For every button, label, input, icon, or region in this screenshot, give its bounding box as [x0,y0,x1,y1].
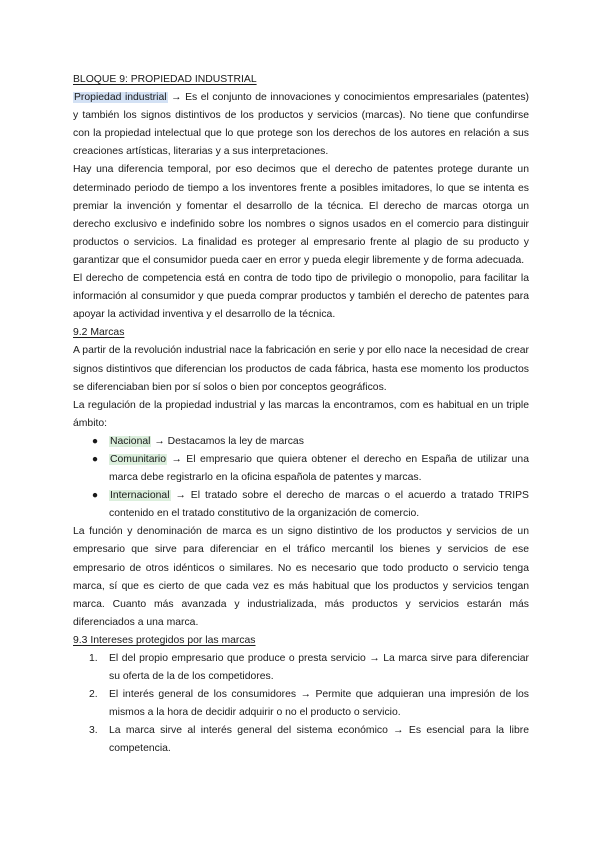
intereses-list [73,650,529,759]
section-heading-intereses: 9.3 Intereses protegidos por las marcas [73,634,256,646]
section-heading-marcas: 9.2 Marcas [73,327,125,339]
list-item [89,722,529,758]
list-item-text: → Destacamos la ley de marcas [151,435,304,447]
marcas-paragraph-1: A partir de la revolución industrial nace la fabricación en serie y por ello nace la necesidad de crear signos distintivos que diferencian los productos de cada fábrica, hasta ese momento los productos se diferenciaban bien por sí solos o bien por conceptos geográficos. [73,345,529,393]
list-number: 2. [89,689,98,701]
marcas-paragraph-2: La regulación de la propiedad industrial y las marcas la encontramos, com es habitual en un triple ámbito: [73,399,529,429]
ambitos-list [73,433,529,523]
marcas-paragraph-3: La función y denominación de marca es un signo distintivo de los productos y servicios de un empresario que sirve para diferenciar en el tráfico mercantil los bienes y servicios de ese empresario de otros idénticos o similares. No es necesario que todo producto o servicio tenga marca, sí que es cierto de que cada vez es más habitual que los productos y servicios tengan marca. Cuanto más avanzada y industrializada, más productos y servicios estarán más diferenciados a una marca. [73,526,529,628]
intro-definition: → Es el conjunto de innovaciones y conocimientos empresariales (patentes) y también los signos distintivos de los productos y servicios (marcas). No tiene que confundirse con la propiedad intelectual que lo que protege son los derechos de los autores en relación a sus creaciones artísticas, literarias y a sus interpretaciones. [73,92,529,158]
term-propiedad-industrial: Propiedad industrial [74,92,167,104]
intro-paragraph [73,89,529,161]
patentes-paragraph: Hay una diferencia temporal, por eso decimos que el derecho de patentes protege durante un determinado periodo de tiempo a los inventores frente a posibles imitadores, lo que se intenta es premiar la invención y fomentar el desarrollo de la técnica. El derecho de marcas otorga un derecho exclusivo e indefinido sobre los nombres o signos usados en el comercio para distinguir productos o servicios. La finalidad es proteger al empresario frente al plagio de su producto y garantizar que el consumidor pueda caer en error y pueda elegir libremente y de forma adecuada. [73,164,529,266]
list-item-text: El interés general de los consumidores → Permite que adquieran una impresión de los mismos a la hora de decidir adquirir o no el producto o servicio. [109,689,529,719]
list-item [89,686,529,722]
list-item-text: La marca sirve al interés general del sistema económico → Es esencial para la libre competencia. [109,725,529,755]
bullet-icon: ● [91,490,99,502]
list-item-comunitario [89,451,529,487]
list-item-text: El del propio empresario que produce o presta servicio → La marca sirve para diferenciar su oferta de la de los competidores. [109,653,529,683]
bullet-icon: ● [91,435,99,447]
list-number: 3. [89,725,98,737]
bullet-icon: ● [91,453,99,465]
term-nacional: Nacional [110,435,151,447]
list-item-text: → El tratado sobre el derecho de marcas o el acuerdo a tratado TRIPS contenido en el tratado constitutivo de la organización de comercio. [109,490,529,520]
list-item [89,650,529,686]
term-comunitario: Comunitario [110,453,167,465]
list-item-internacional [89,487,529,523]
list-item-text: → El empresario que quiera obtener el derecho en España de utilizar una marca debe registrarlo en la oficina española de patentes y marcas. [109,453,529,484]
list-number: 1. [89,653,98,664]
competencia-paragraph: El derecho de competencia está en contra de todo tipo de privilegio o monopolio, para facilitar la información al consumidor y que pueda comprar productos y también el derecho de patentes para apoyar la actividad inventiva y el desarrollo de la técnica. [73,273,529,321]
term-internacional: Internacional [110,490,170,502]
list-item-nacional [89,433,529,451]
document-title: BLOQUE 9: PROPIEDAD INDUSTRIAL [73,74,257,85]
